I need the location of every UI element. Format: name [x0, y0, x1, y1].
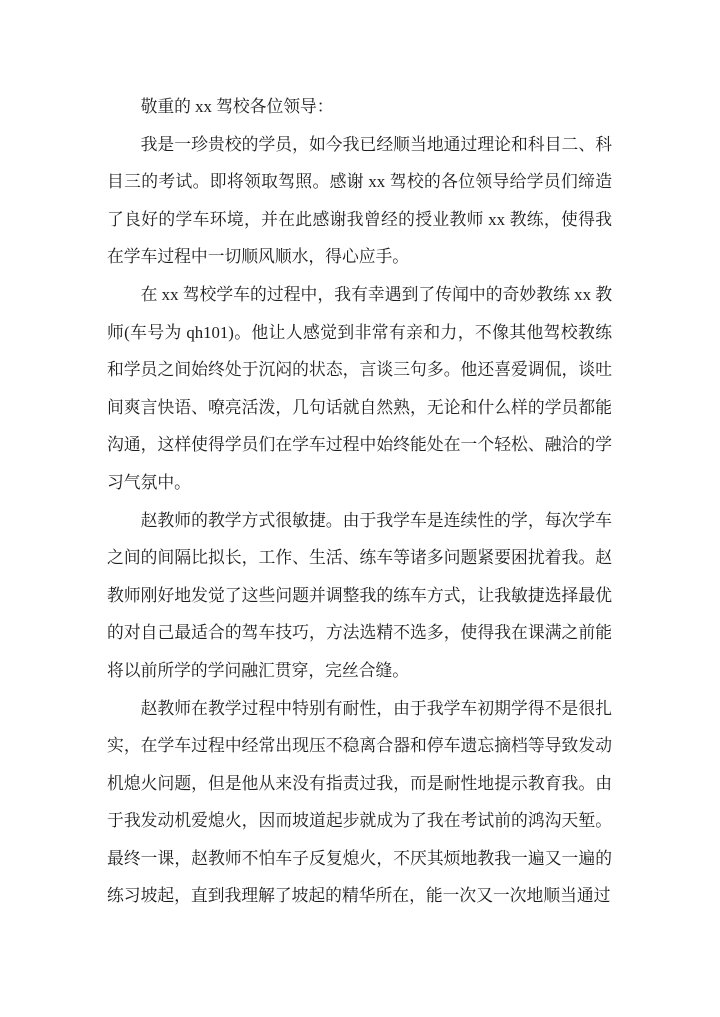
salutation-line: 敬重的 xx 驾校各位领导： [140, 97, 334, 116]
paragraph-intro: 我是一珍贵校的学员，如今我已经顺当地通过理论和科目二、科目三的考试。即将领取驾照。感谢 xx 驾校的各位领导给学员们缔造了良好的学车环境，并在此感谢我曾经的授业教师 xx 教练，使得我在学车过程中一切顺风顺水，得心应手。 [107, 134, 612, 267]
paragraph-patience: 赵教师在教学过程中特别有耐性，由于我学车初期学得不是很扎实，在学车过程中经常出现压不稳离合器和停车遗忘摘档等导致发动机熄火问题，但是他从来没有指责过我，而是耐性地提示教育我。由于我发动机爱熄火，因而坡道起步就成为了我在考试前的鸿沟天堑。最终一课，赵教师不怕车子反复熄火，不厌其烦地教我一遍又一遍的练习坡起，直到我理解了坡起的精华所在，能一次又一次地顺当通过 [107, 698, 612, 906]
paragraph-teaching-method: 赵教师的教学方式很敏捷。由于我学车是连续性的学，每次学车之间的间隔比拟长，工作、生活、练车等诸多问题紧要困扰着我。赵教师刚好地发觉了这些问题并调整我的练车方式，让我敏捷选择最优的对自己最适合的驾车技巧，方法选精不选多，使得我在课满之前能将以前所学的学问融汇贯穿，完丝合缝。 [107, 510, 612, 680]
document-body [107, 88, 612, 915]
paragraph-coach-personality: 在 xx 驾校学车的过程中，我有幸遇到了传闻中的奇妙教练 xx 教师(车号为 qh101)。他让人感觉到非常有亲和力，不像其他驾校教练和学员之间始终处于沉闷的状态，言谈三句多。他还喜爱调侃，谈吐间爽言快语、嘹亮活泼，几句话就自然熟，无论和什么样的学员都能沟通，这样使得学员们在学车过程中始终能处在一个轻松、融洽的学习气氛中。 [107, 284, 612, 492]
